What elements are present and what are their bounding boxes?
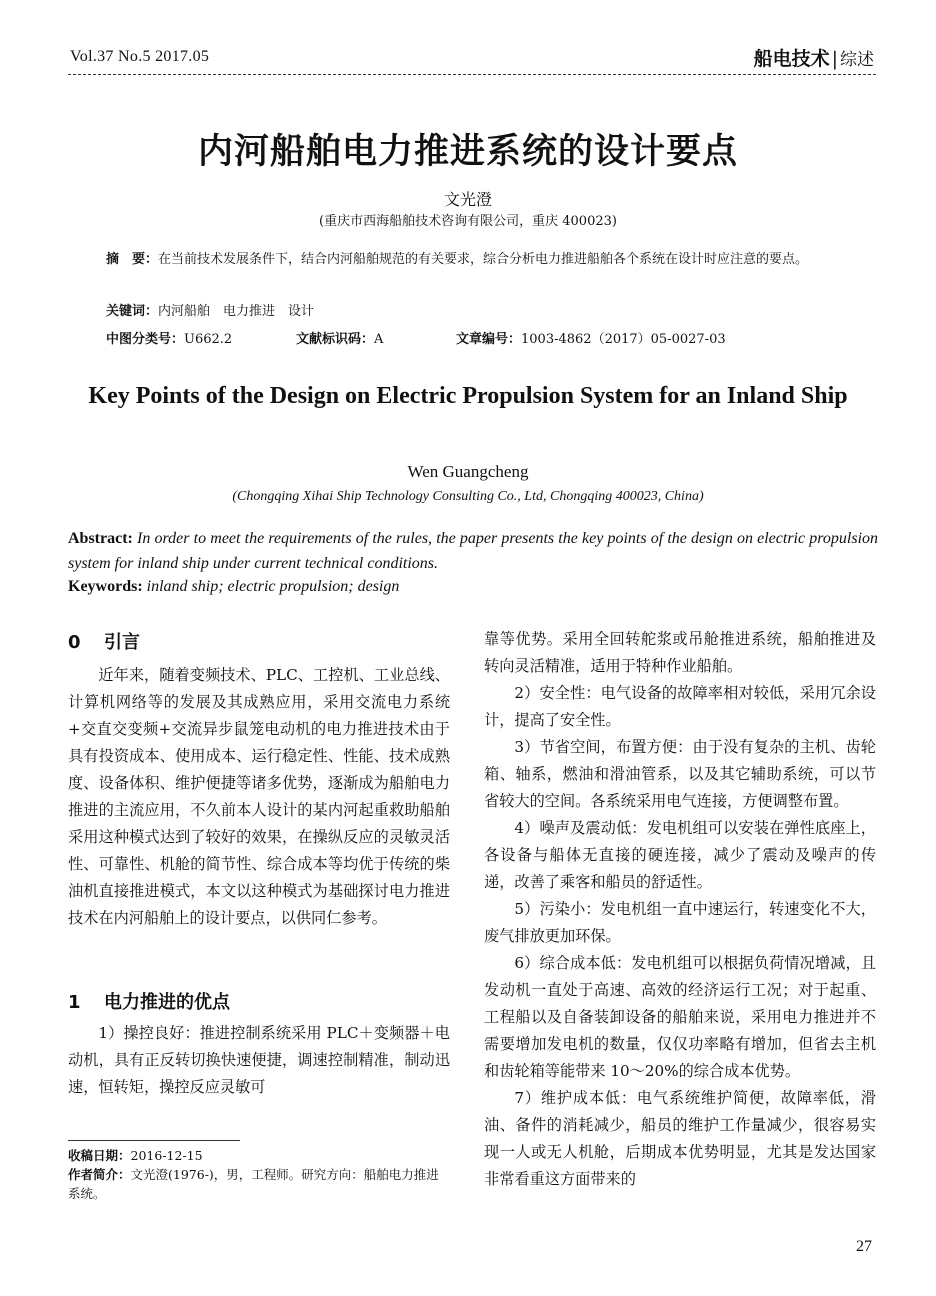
advantage-7-paragraph: 7）维护成本低：电气系统维护简便，故障率低，滑油、备件的消耗减少，船员的维护工作量减少，很容易实现一人或无人机舱，后期成本优势明显，尤其是发达国家非常看重这方面带来的	[484, 1089, 876, 1188]
en-abstract	[68, 526, 878, 576]
cn-affiliation: (重庆市西海船舶技术咨询有限公司，重庆 400023)	[319, 214, 617, 229]
en-title: Key Points of the Design on Electric Propulsion System for an Inland Ship	[88, 383, 848, 409]
journal-header-right	[754, 44, 874, 71]
article-no-value: 1003-4862（2017）05-0027-03	[521, 332, 726, 347]
cn-classification	[106, 328, 836, 347]
advantage-3-paragraph: 3）节省空间，布置方便：由于没有复杂的主机、齿轮箱、轴系，燃油和滑油管系，以及其它辅助系统，可以节省较大的空间。各系统采用电气连接，方便调整布置。	[484, 738, 876, 810]
en-abstract-text: In order to meet the requirements of the rules, the paper presents the key points of the design on electric propulsion system for inland ship under current technical conditions.	[68, 530, 879, 572]
advantage-6-paragraph: 6）综合成本低：发电机组可以根据负荷情况增减，且发动机一直处于高速、高效的经济运行工况；对于起重、工程船以及自备装卸设备的船舶来说，采用电力推进并不需要增加发电机的数量，仅仅功率略有增加，但省去主机和齿轮箱等能带来 10～20%的综合成本优势。	[484, 954, 876, 1080]
section-heading-intro	[68, 628, 140, 654]
cn-keywords	[106, 300, 836, 319]
header-divider	[68, 74, 876, 75]
right-column	[484, 626, 876, 1193]
advantage-1-continued: 靠等优势。采用全回转舵浆或吊舱推进系统，船舶推进及转向灵活精准，适用于特种作业船舶。	[484, 630, 876, 675]
cn-keywords-label: 关键词：	[106, 304, 159, 319]
doc-code-label: 文献标识码：	[296, 332, 375, 347]
cn-abstract-text: 在当前技术发展条件下，结合内河船舶规范的有关要求，综合分析电力推进船舶各个系统在设计时应注意的要点。	[158, 252, 809, 267]
bio-value: 文光澄(1976-)，男，工程师。研究方向：船舶电力推进系统。	[68, 1167, 439, 1201]
section-number: 1	[68, 992, 81, 1013]
advantage-2-paragraph: 2）安全性：电气设备的故障率相对较低，采用冗余设计，提高了安全性。	[484, 684, 876, 729]
cn-keywords-text: 内河船舶 电力推进 设计	[158, 304, 315, 319]
en-keywords	[68, 578, 878, 596]
footnote-divider	[68, 1140, 240, 1141]
clc-label: 中图分类号：	[106, 332, 185, 347]
en-keywords-text: inland ship; electric propulsion; design	[146, 578, 400, 595]
journal-info: Vol.37 No.5 2017.05	[70, 48, 210, 65]
received-label: 收稿日期：	[68, 1148, 131, 1163]
cn-author: 文光澄	[443, 190, 492, 209]
section-title: 电力推进的优点	[104, 992, 230, 1013]
header-separator: |	[831, 48, 838, 70]
advantage-5-paragraph: 5）污染小：发电机组一直中速运行，转速变化不大，废气排放更加环保。	[484, 900, 876, 945]
advantage-1-paragraph: 1）操控良好：推进控制系统采用 PLC＋变频器＋电动机，具有正反转切换快速便捷，调速控制精准，制动迅速，恒转矩，操控反应灵敏可	[68, 1024, 450, 1096]
en-abstract-label: Abstract:	[68, 530, 133, 547]
footnote	[68, 1146, 450, 1203]
en-keywords-label: Keywords:	[68, 578, 143, 595]
section-number: 0	[68, 632, 81, 653]
bio-label: 作者简介：	[68, 1167, 131, 1182]
doc-code-value: A	[374, 332, 384, 347]
journal-name: 船电技术	[753, 48, 830, 70]
advantage-4-paragraph: 4）噪声及震动低：发电机组可以安装在弹性底座上，各设备与船体无直接的硬连接，减少了震动及噪声的传递，改善了乘客和船员的舒适性。	[484, 819, 876, 891]
article-no-label: 文章编号：	[456, 332, 522, 347]
section-heading-advantages	[68, 988, 230, 1014]
cn-abstract	[106, 248, 836, 272]
cn-title: 内河船舶电力推进系统的设计要点	[197, 132, 738, 172]
received-value: 2016-12-15	[130, 1148, 203, 1163]
en-author: Wen Guangcheng	[407, 462, 529, 481]
section-title: 引言	[104, 632, 140, 653]
en-affiliation: (Chongqing Xihai Ship Technology Consulting Co., Ltd, Chongqing 400023, China)	[232, 489, 704, 504]
page-number: 27	[856, 1238, 872, 1255]
article-category: 综述	[840, 50, 874, 70]
cn-abstract-label: 摘 要：	[106, 252, 159, 267]
intro-paragraph: 近年来，随着变频技术、PLC、工控机、工业总线、计算机网络等的发展及其成熟应用，采用交流电力系统+交直交变频+交流异步鼠笼电动机的电力推进技术由于具有投资成本、使用成本、运行稳定性、性能、技术成熟度、设备体积、维护便捷等诸多优势，逐渐成为船舶电力推进的主流应用，不久前本人设计的某内河起重救助船舶采用这种模式达到了较好的效果，在操纵反应的灵敏灵活性、可靠性、机舱的简节性、综合成本等均优于传统的柴油机直接推进模式，本文以这种模式为基础探讨电力推进技术在内河船舶上的设计要点，以供同仁参考。	[68, 666, 450, 927]
clc-value: U662.2	[184, 332, 233, 347]
